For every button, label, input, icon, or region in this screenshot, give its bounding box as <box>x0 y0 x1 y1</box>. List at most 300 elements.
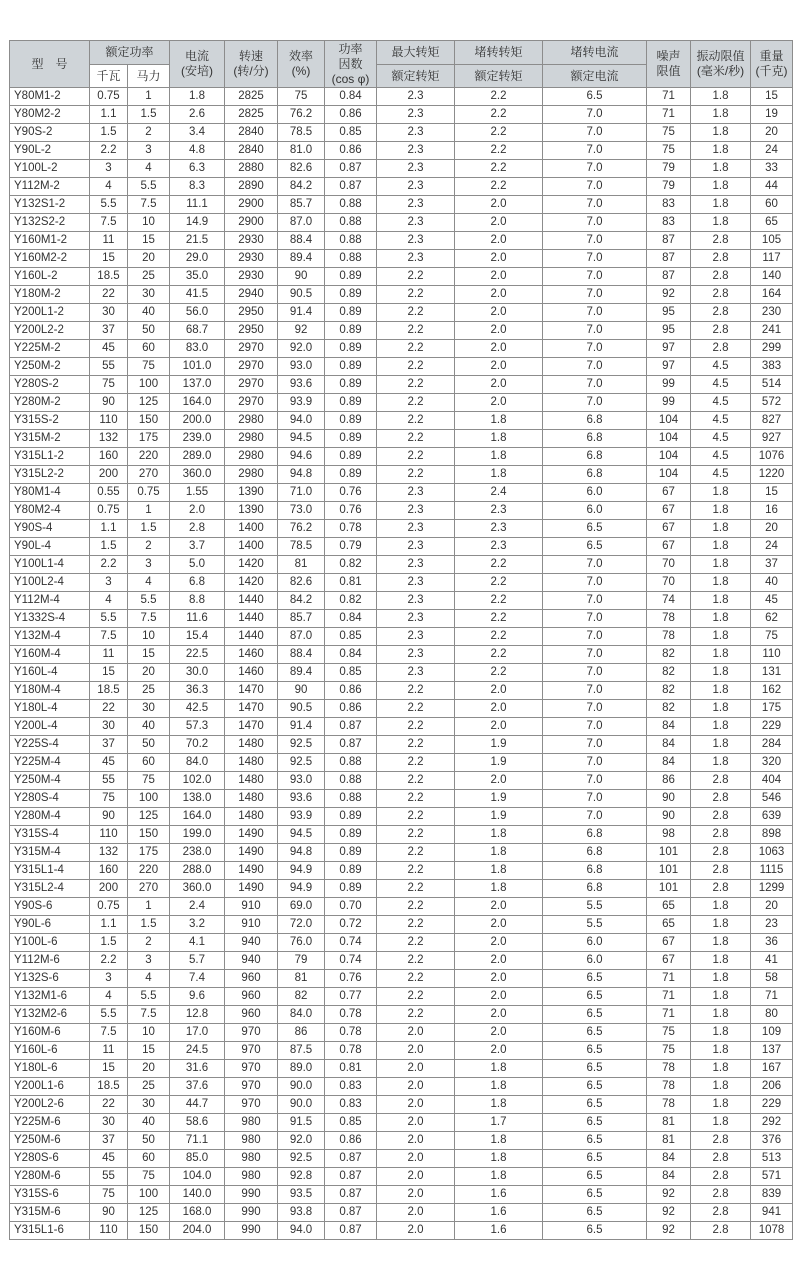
cell-weight: 24 <box>751 142 793 160</box>
cell-power-hp: 60 <box>128 340 170 358</box>
cell-power-factor: 0.86 <box>325 106 377 124</box>
cell-efficiency: 94.5 <box>278 826 325 844</box>
cell-locked-current-ratio: 7.0 <box>543 718 647 736</box>
header-locked-current-num: 堵转电流 <box>543 41 647 65</box>
cell-vibration-limit: 1.8 <box>691 556 751 574</box>
cell-current: 6.8 <box>170 574 225 592</box>
cell-locked-current-ratio: 6.5 <box>543 1150 647 1168</box>
cell-locked-torque-ratio: 2.0 <box>455 1024 543 1042</box>
cell-locked-current-ratio: 7.0 <box>543 664 647 682</box>
cell-current: 37.6 <box>170 1078 225 1096</box>
cell-locked-current-ratio: 7.0 <box>543 646 647 664</box>
cell-locked-current-ratio: 6.5 <box>543 988 647 1006</box>
cell-efficiency: 72.0 <box>278 916 325 934</box>
cell-power-factor: 0.87 <box>325 178 377 196</box>
cell-noise-limit: 84 <box>647 1168 691 1186</box>
cell-efficiency: 69.0 <box>278 898 325 916</box>
table-row <box>10 1060 793 1078</box>
cell-speed: 1390 <box>225 484 278 502</box>
cell-model: Y200L1-2 <box>10 304 90 322</box>
cell-model: Y315S-6 <box>10 1186 90 1204</box>
cell-speed: 2980 <box>225 448 278 466</box>
header-rated-power: 额定功率 <box>90 41 170 65</box>
cell-model: Y315M-2 <box>10 430 90 448</box>
cell-power-hp: 4 <box>128 574 170 592</box>
cell-vibration-limit: 1.8 <box>691 754 751 772</box>
cell-vibration-limit: 4.5 <box>691 448 751 466</box>
cell-power-factor: 0.88 <box>325 250 377 268</box>
cell-speed: 910 <box>225 916 278 934</box>
cell-weight: 299 <box>751 340 793 358</box>
cell-noise-limit: 82 <box>647 700 691 718</box>
cell-current: 164.0 <box>170 394 225 412</box>
cell-current: 22.5 <box>170 646 225 664</box>
cell-speed: 1440 <box>225 592 278 610</box>
cell-power-hp: 2 <box>128 124 170 142</box>
cell-max-torque-ratio: 2.3 <box>377 556 455 574</box>
cell-current: 11.6 <box>170 610 225 628</box>
cell-vibration-limit: 4.5 <box>691 376 751 394</box>
cell-model: Y160L-6 <box>10 1042 90 1060</box>
cell-speed: 2900 <box>225 214 278 232</box>
cell-noise-limit: 67 <box>647 520 691 538</box>
cell-weight: 24 <box>751 538 793 556</box>
cell-speed: 1420 <box>225 556 278 574</box>
table-row <box>10 664 793 682</box>
cell-vibration-limit: 2.8 <box>691 304 751 322</box>
cell-noise-limit: 71 <box>647 88 691 106</box>
cell-efficiency: 82 <box>278 988 325 1006</box>
cell-power-kw: 160 <box>90 448 128 466</box>
cell-locked-current-ratio: 7.0 <box>543 358 647 376</box>
cell-vibration-limit: 2.8 <box>691 1186 751 1204</box>
cell-power-kw: 55 <box>90 1168 128 1186</box>
cell-power-factor: 0.87 <box>325 1186 377 1204</box>
cell-power-kw: 0.75 <box>90 898 128 916</box>
cell-vibration-limit: 2.8 <box>691 322 751 340</box>
cell-power-factor: 0.86 <box>325 682 377 700</box>
cell-power-hp: 5.5 <box>128 178 170 196</box>
cell-power-factor: 0.86 <box>325 142 377 160</box>
cell-max-torque-ratio: 2.2 <box>377 322 455 340</box>
cell-current: 2.4 <box>170 898 225 916</box>
cell-locked-current-ratio: 7.0 <box>543 700 647 718</box>
cell-speed: 960 <box>225 988 278 1006</box>
cell-power-hp: 20 <box>128 664 170 682</box>
cell-power-hp: 150 <box>128 412 170 430</box>
cell-weight: 206 <box>751 1078 793 1096</box>
header-model: 型 号 <box>10 41 90 88</box>
cell-noise-limit: 92 <box>647 1186 691 1204</box>
cell-efficiency: 89.4 <box>278 250 325 268</box>
cell-locked-current-ratio: 6.8 <box>543 412 647 430</box>
cell-vibration-limit: 2.8 <box>691 1204 751 1222</box>
cell-max-torque-ratio: 2.2 <box>377 754 455 772</box>
cell-power-kw: 2.2 <box>90 142 128 160</box>
cell-power-factor: 0.89 <box>325 808 377 826</box>
cell-max-torque-ratio: 2.3 <box>377 502 455 520</box>
cell-vibration-limit: 1.8 <box>691 718 751 736</box>
cell-power-kw: 90 <box>90 394 128 412</box>
cell-noise-limit: 78 <box>647 610 691 628</box>
cell-model: Y180L-4 <box>10 700 90 718</box>
cell-vibration-limit: 2.8 <box>691 232 751 250</box>
cell-model: Y280S-6 <box>10 1150 90 1168</box>
cell-efficiency: 94.9 <box>278 880 325 898</box>
cell-locked-current-ratio: 7.0 <box>543 628 647 646</box>
cell-weight: 20 <box>751 520 793 538</box>
cell-model: Y90L-6 <box>10 916 90 934</box>
cell-locked-torque-ratio: 2.2 <box>455 160 543 178</box>
cell-current: 102.0 <box>170 772 225 790</box>
table-row <box>10 1006 793 1024</box>
cell-weight: 41 <box>751 952 793 970</box>
cell-max-torque-ratio: 2.2 <box>377 988 455 1006</box>
cell-speed: 2880 <box>225 160 278 178</box>
cell-power-kw: 4 <box>90 988 128 1006</box>
cell-efficiency: 79 <box>278 952 325 970</box>
cell-efficiency: 78.5 <box>278 124 325 142</box>
cell-weight: 513 <box>751 1150 793 1168</box>
cell-noise-limit: 87 <box>647 232 691 250</box>
cell-efficiency: 81 <box>278 556 325 574</box>
cell-noise-limit: 78 <box>647 1078 691 1096</box>
cell-power-factor: 0.88 <box>325 772 377 790</box>
cell-current: 57.3 <box>170 718 225 736</box>
cell-max-torque-ratio: 2.3 <box>377 232 455 250</box>
cell-noise-limit: 83 <box>647 214 691 232</box>
cell-max-torque-ratio: 2.2 <box>377 448 455 466</box>
cell-power-kw: 1.1 <box>90 520 128 538</box>
table-row <box>10 574 793 592</box>
cell-weight: 898 <box>751 826 793 844</box>
table-row <box>10 484 793 502</box>
cell-model: Y160M-4 <box>10 646 90 664</box>
header-max-torque-den: 额定转矩 <box>377 65 455 88</box>
cell-speed: 990 <box>225 1222 278 1240</box>
cell-max-torque-ratio: 2.2 <box>377 466 455 484</box>
cell-model: Y280M-6 <box>10 1168 90 1186</box>
cell-power-hp: 25 <box>128 682 170 700</box>
cell-power-hp: 4 <box>128 970 170 988</box>
cell-model: Y90S-6 <box>10 898 90 916</box>
cell-locked-torque-ratio: 2.2 <box>455 628 543 646</box>
table-row <box>10 448 793 466</box>
header-speed-l2: (转/分) <box>233 64 269 78</box>
motor-spec-table <box>9 40 793 1240</box>
cell-vibration-limit: 1.8 <box>691 934 751 952</box>
table-row <box>10 394 793 412</box>
cell-efficiency: 89.0 <box>278 1060 325 1078</box>
cell-speed: 970 <box>225 1024 278 1042</box>
cell-current: 68.7 <box>170 322 225 340</box>
cell-noise-limit: 97 <box>647 358 691 376</box>
cell-max-torque-ratio: 2.2 <box>377 340 455 358</box>
cell-current: 8.3 <box>170 178 225 196</box>
cell-max-torque-ratio: 2.0 <box>377 1150 455 1168</box>
cell-power-factor: 0.87 <box>325 1222 377 1240</box>
table-row <box>10 790 793 808</box>
cell-locked-torque-ratio: 2.3 <box>455 538 543 556</box>
cell-power-kw: 110 <box>90 412 128 430</box>
cell-model: Y160M2-2 <box>10 250 90 268</box>
cell-speed: 2950 <box>225 322 278 340</box>
cell-locked-current-ratio: 7.0 <box>543 304 647 322</box>
cell-current: 168.0 <box>170 1204 225 1222</box>
cell-locked-torque-ratio: 1.9 <box>455 808 543 826</box>
cell-max-torque-ratio: 2.0 <box>377 1204 455 1222</box>
cell-noise-limit: 67 <box>647 538 691 556</box>
cell-power-hp: 150 <box>128 826 170 844</box>
header-locked-torque-den: 额定转矩 <box>455 65 543 88</box>
cell-weight: 839 <box>751 1186 793 1204</box>
cell-power-kw: 15 <box>90 1060 128 1078</box>
cell-weight: 71 <box>751 988 793 1006</box>
cell-model: Y100L2-4 <box>10 574 90 592</box>
cell-speed: 1470 <box>225 682 278 700</box>
cell-noise-limit: 83 <box>647 196 691 214</box>
cell-power-factor: 0.84 <box>325 88 377 106</box>
cell-noise-limit: 75 <box>647 124 691 142</box>
cell-locked-current-ratio: 7.0 <box>543 340 647 358</box>
cell-model: Y80M1-4 <box>10 484 90 502</box>
header-weight <box>751 41 793 88</box>
header-speed-l1: 转速 <box>239 49 264 63</box>
cell-locked-torque-ratio: 2.0 <box>455 898 543 916</box>
cell-model: Y225M-2 <box>10 340 90 358</box>
cell-locked-current-ratio: 7.0 <box>543 268 647 286</box>
cell-current: 21.5 <box>170 232 225 250</box>
cell-weight: 19 <box>751 106 793 124</box>
cell-power-factor: 0.89 <box>325 844 377 862</box>
cell-efficiency: 94.9 <box>278 862 325 880</box>
cell-power-hp: 50 <box>128 736 170 754</box>
cell-power-factor: 0.89 <box>325 448 377 466</box>
table-body <box>10 88 793 1240</box>
cell-weight: 383 <box>751 358 793 376</box>
cell-max-torque-ratio: 2.3 <box>377 610 455 628</box>
cell-speed: 1480 <box>225 808 278 826</box>
header-weight-l2: (千克) <box>755 64 788 78</box>
cell-current: 6.3 <box>170 160 225 178</box>
cell-noise-limit: 101 <box>647 880 691 898</box>
cell-model: Y112M-6 <box>10 952 90 970</box>
cell-max-torque-ratio: 2.3 <box>377 250 455 268</box>
cell-locked-current-ratio: 6.8 <box>543 448 647 466</box>
cell-locked-current-ratio: 7.0 <box>543 808 647 826</box>
cell-speed: 1440 <box>225 610 278 628</box>
cell-power-hp: 5.5 <box>128 988 170 1006</box>
cell-model: Y250M-6 <box>10 1132 90 1150</box>
cell-efficiency: 75 <box>278 88 325 106</box>
cell-power-kw: 18.5 <box>90 268 128 286</box>
cell-power-kw: 7.5 <box>90 1024 128 1042</box>
cell-model: Y200L-4 <box>10 718 90 736</box>
table-row <box>10 1078 793 1096</box>
cell-locked-current-ratio: 6.5 <box>543 1168 647 1186</box>
table-row <box>10 502 793 520</box>
cell-weight: 1063 <box>751 844 793 862</box>
cell-weight: 40 <box>751 574 793 592</box>
cell-efficiency: 90 <box>278 682 325 700</box>
cell-vibration-limit: 1.8 <box>691 1006 751 1024</box>
cell-vibration-limit: 1.8 <box>691 484 751 502</box>
cell-efficiency: 84.2 <box>278 178 325 196</box>
cell-current: 71.1 <box>170 1132 225 1150</box>
cell-locked-current-ratio: 6.0 <box>543 952 647 970</box>
cell-efficiency: 93.0 <box>278 772 325 790</box>
cell-current: 3.4 <box>170 124 225 142</box>
header-vibration <box>691 41 751 88</box>
cell-noise-limit: 75 <box>647 142 691 160</box>
cell-speed: 910 <box>225 898 278 916</box>
cell-locked-current-ratio: 7.0 <box>543 322 647 340</box>
cell-weight: 546 <box>751 790 793 808</box>
cell-current: 15.4 <box>170 628 225 646</box>
table-row <box>10 376 793 394</box>
cell-power-factor: 0.87 <box>325 736 377 754</box>
cell-power-hp: 25 <box>128 1078 170 1096</box>
cell-model: Y100L1-4 <box>10 556 90 574</box>
cell-locked-current-ratio: 6.5 <box>543 1132 647 1150</box>
cell-power-hp: 20 <box>128 250 170 268</box>
cell-power-kw: 45 <box>90 754 128 772</box>
cell-locked-torque-ratio: 2.2 <box>455 88 543 106</box>
cell-max-torque-ratio: 2.2 <box>377 808 455 826</box>
cell-noise-limit: 97 <box>647 340 691 358</box>
cell-power-kw: 75 <box>90 790 128 808</box>
cell-locked-torque-ratio: 2.2 <box>455 574 543 592</box>
cell-locked-current-ratio: 6.8 <box>543 466 647 484</box>
table-row <box>10 286 793 304</box>
cell-efficiency: 90.0 <box>278 1096 325 1114</box>
cell-current: 200.0 <box>170 412 225 430</box>
cell-power-factor: 0.81 <box>325 1060 377 1078</box>
table-row <box>10 916 793 934</box>
cell-max-torque-ratio: 2.3 <box>377 520 455 538</box>
cell-speed: 2840 <box>225 142 278 160</box>
cell-max-torque-ratio: 2.0 <box>377 1024 455 1042</box>
cell-speed: 2930 <box>225 232 278 250</box>
cell-locked-torque-ratio: 1.8 <box>455 880 543 898</box>
cell-weight: 230 <box>751 304 793 322</box>
cell-noise-limit: 78 <box>647 1060 691 1078</box>
cell-power-hp: 5.5 <box>128 592 170 610</box>
cell-power-factor: 0.83 <box>325 1096 377 1114</box>
cell-speed: 990 <box>225 1186 278 1204</box>
cell-noise-limit: 79 <box>647 160 691 178</box>
cell-power-hp: 100 <box>128 376 170 394</box>
cell-model: Y250M-4 <box>10 772 90 790</box>
cell-locked-torque-ratio: 2.0 <box>455 376 543 394</box>
cell-locked-torque-ratio: 2.0 <box>455 232 543 250</box>
cell-power-kw: 200 <box>90 880 128 898</box>
cell-locked-current-ratio: 7.0 <box>543 214 647 232</box>
cell-vibration-limit: 1.8 <box>691 142 751 160</box>
cell-power-kw: 55 <box>90 358 128 376</box>
cell-power-kw: 1.1 <box>90 916 128 934</box>
cell-vibration-limit: 1.8 <box>691 664 751 682</box>
cell-power-kw: 5.5 <box>90 196 128 214</box>
cell-locked-current-ratio: 6.8 <box>543 880 647 898</box>
cell-power-hp: 1.5 <box>128 916 170 934</box>
cell-max-torque-ratio: 2.0 <box>377 1114 455 1132</box>
cell-locked-torque-ratio: 2.0 <box>455 340 543 358</box>
header-hp: 马力 <box>128 65 170 88</box>
cell-locked-current-ratio: 6.5 <box>543 520 647 538</box>
cell-model: Y315L1-4 <box>10 862 90 880</box>
cell-power-hp: 3 <box>128 556 170 574</box>
cell-current: 70.2 <box>170 736 225 754</box>
cell-locked-current-ratio: 7.0 <box>543 106 647 124</box>
cell-noise-limit: 70 <box>647 556 691 574</box>
cell-max-torque-ratio: 2.3 <box>377 628 455 646</box>
cell-current: 4.8 <box>170 142 225 160</box>
cell-power-hp: 1 <box>128 898 170 916</box>
cell-locked-torque-ratio: 1.8 <box>455 1132 543 1150</box>
cell-max-torque-ratio: 2.2 <box>377 826 455 844</box>
cell-current: 2.8 <box>170 520 225 538</box>
cell-weight: 15 <box>751 88 793 106</box>
cell-locked-current-ratio: 6.8 <box>543 862 647 880</box>
cell-weight: 62 <box>751 610 793 628</box>
cell-efficiency: 89.4 <box>278 664 325 682</box>
header-current-l1: 电流 <box>185 49 210 63</box>
cell-max-torque-ratio: 2.0 <box>377 1042 455 1060</box>
cell-noise-limit: 81 <box>647 1132 691 1150</box>
cell-power-hp: 75 <box>128 772 170 790</box>
cell-locked-torque-ratio: 1.8 <box>455 1096 543 1114</box>
cell-efficiency: 92.5 <box>278 1150 325 1168</box>
cell-power-kw: 132 <box>90 844 128 862</box>
cell-power-factor: 0.85 <box>325 1114 377 1132</box>
cell-model: Y132M2-6 <box>10 1006 90 1024</box>
cell-vibration-limit: 1.8 <box>691 646 751 664</box>
cell-max-torque-ratio: 2.3 <box>377 196 455 214</box>
cell-vibration-limit: 1.8 <box>691 124 751 142</box>
table-row <box>10 1150 793 1168</box>
table-row <box>10 1114 793 1132</box>
cell-current: 140.0 <box>170 1186 225 1204</box>
cell-current: 3.7 <box>170 538 225 556</box>
cell-vibration-limit: 4.5 <box>691 430 751 448</box>
cell-noise-limit: 78 <box>647 628 691 646</box>
cell-speed: 980 <box>225 1114 278 1132</box>
cell-power-kw: 55 <box>90 772 128 790</box>
cell-efficiency: 92.8 <box>278 1168 325 1186</box>
cell-max-torque-ratio: 2.3 <box>377 124 455 142</box>
cell-current: 360.0 <box>170 880 225 898</box>
cell-efficiency: 90 <box>278 268 325 286</box>
cell-locked-torque-ratio: 2.0 <box>455 682 543 700</box>
cell-power-hp: 40 <box>128 718 170 736</box>
cell-efficiency: 88.4 <box>278 646 325 664</box>
cell-max-torque-ratio: 2.2 <box>377 862 455 880</box>
cell-efficiency: 93.6 <box>278 790 325 808</box>
cell-current: 84.0 <box>170 754 225 772</box>
cell-power-kw: 30 <box>90 304 128 322</box>
cell-vibration-limit: 2.8 <box>691 268 751 286</box>
cell-current: 7.4 <box>170 970 225 988</box>
cell-vibration-limit: 1.8 <box>691 1042 751 1060</box>
cell-vibration-limit: 2.8 <box>691 844 751 862</box>
cell-speed: 2970 <box>225 376 278 394</box>
cell-power-hp: 270 <box>128 466 170 484</box>
cell-locked-current-ratio: 7.0 <box>543 160 647 178</box>
cell-weight: 105 <box>751 232 793 250</box>
cell-power-kw: 15 <box>90 664 128 682</box>
cell-current: 11.1 <box>170 196 225 214</box>
